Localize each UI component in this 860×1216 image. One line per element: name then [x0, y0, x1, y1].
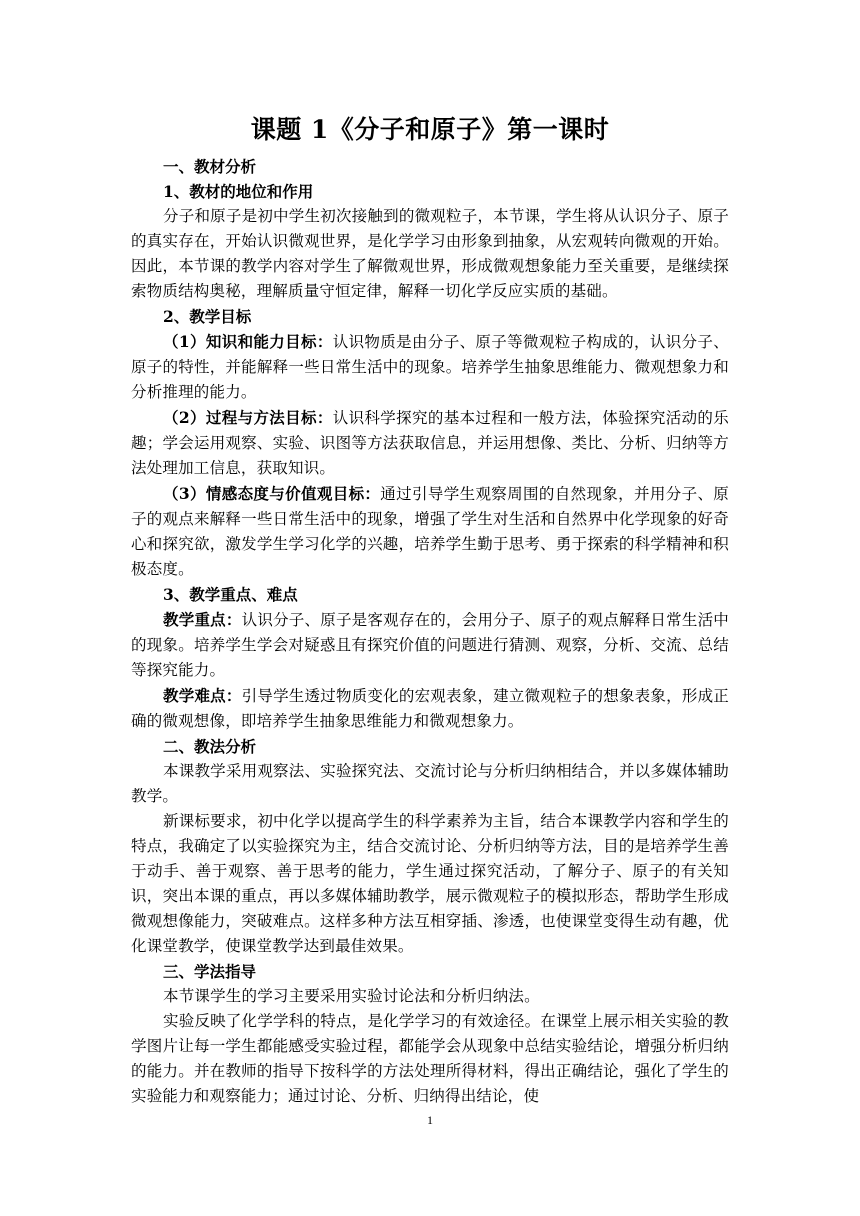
subsection-heading-1-1: 1、教材的地位和作用	[163, 182, 314, 201]
page-number: 1	[427, 1113, 433, 1127]
paragraph-key-point	[131, 607, 729, 683]
subsection-heading-1-3: 3、教学重点、难点	[163, 585, 298, 604]
paragraph-method-1: 本课教学采用观察法、实验探究法、交流讨论与分析归纳相结合，并以多媒体辅助教学。	[131, 762, 729, 805]
difficulty-text: 引导学生透过物质变化的宏观表象，建立微观粒子的想象表象，形成正确的微观想像，即培养学生抽象思维能力和微观想象力。	[131, 687, 729, 730]
goal-process-text: 认识科学探究的基本过程和一般方法，体验探究活动的乐趣；学会运用观察、实验、识图等方法获取信息，并运用想像、类比、分析、归纳等方法处理加工信息，获取知识。	[131, 409, 729, 477]
paragraph-status: 分子和原子是初中学生初次接触到的微观粒子，本节课，学生将从认识分子、原子的真实存在，开始认识微观世界，是化学学习由形象到抽象，从宏观转向微观的开始。因此，本节课的教学内容对学生了解微观世界，形成微观想象能力至关重要，是继续探索物质结构奥秘，理解质量守恒定律，解释一切化学反应实质的基础。	[131, 207, 729, 300]
paragraph-goal-emotion	[131, 481, 729, 582]
goal-emotion-label: （3）情感态度与价值观目标：	[163, 484, 381, 503]
paragraph-study-2: 实验反映了化学学科的特点，是化学学习的有效途径。在课堂上展示相关实验的教学图片让每一学生都能感受实验过程，都能学会从现象中总结实验结论，增强分析归纳的能力。并在教师的指导下按科学的方法处理所得材料，得出正确结论，强化了学生的实验能力和观察能力；通过讨论、分析、归纳得出结论，使	[131, 1012, 729, 1105]
subsection-heading-1-2: 2、教学目标	[163, 307, 252, 326]
paragraph-goal-process	[131, 405, 729, 481]
document-body	[131, 108, 729, 1109]
goal-knowledge-text: 认识物质是由分子、原子等微观粒子构成的，认识分子、原子的特性，并能解释一些日常生活中的现象。培养学生抽象思维能力、微观想象力和分析推理的能力。	[131, 333, 729, 401]
paragraph-study-1: 本节课学生的学习主要采用实验讨论法和分析归纳法。	[163, 987, 540, 1005]
key-point-text: 认识分子、原子是客观存在的，会用分子、原子的观点解释日常生活中的现象。培养学生学会对疑惑且有探究价值的问题进行猜测、观察，分析、交流、总结等探究能力。	[131, 611, 729, 679]
section-heading-2: 二、教法分析	[163, 737, 257, 756]
goal-knowledge-label: （1）知识和能力目标：	[163, 332, 333, 351]
paragraph-method-2: 新课标要求，初中化学以提高学生的科学素养为主旨，结合本课教学内容和学生的特点，我确定了以实验探究为主，结合交流讨论、分析归纳等方法，目的是培养学生善于动手、善于观察、善于思考的能力，学生通过探究活动，了解分子、原子的有关知识，突出本课的重点，再以多媒体辅助教学，展示微观粒子的模拟形态，帮助学生形成微观想像能力，突破难点。这样多种方法互相穿插、渗透，也使课堂变得生动有趣，优化课堂教学，使课堂教学达到最佳效果。	[131, 812, 729, 955]
section-heading-3: 三、学法指导	[163, 962, 257, 981]
goal-process-label: （2）过程与方法目标：	[163, 408, 333, 427]
paragraph-difficulty	[131, 683, 729, 734]
page-title: 课题 1《分子和原子》第一课时	[250, 115, 610, 144]
key-point-label: 教学重点：	[163, 610, 242, 629]
goal-emotion-text: 通过引导学生观察周围的自然现象，并用分子、原子的观点来解释一些日常生活中的现象，增强了学生对生活和自然界中化学现象的好奇心和探究欲，激发学生学习化学的兴趣，培养学生勤于思考、勇于探索的科学精神和积极态度。	[131, 485, 729, 578]
difficulty-label: 教学难点：	[163, 686, 242, 705]
section-heading-1: 一、教材分析	[163, 157, 257, 176]
paragraph-goal-knowledge	[131, 329, 729, 405]
